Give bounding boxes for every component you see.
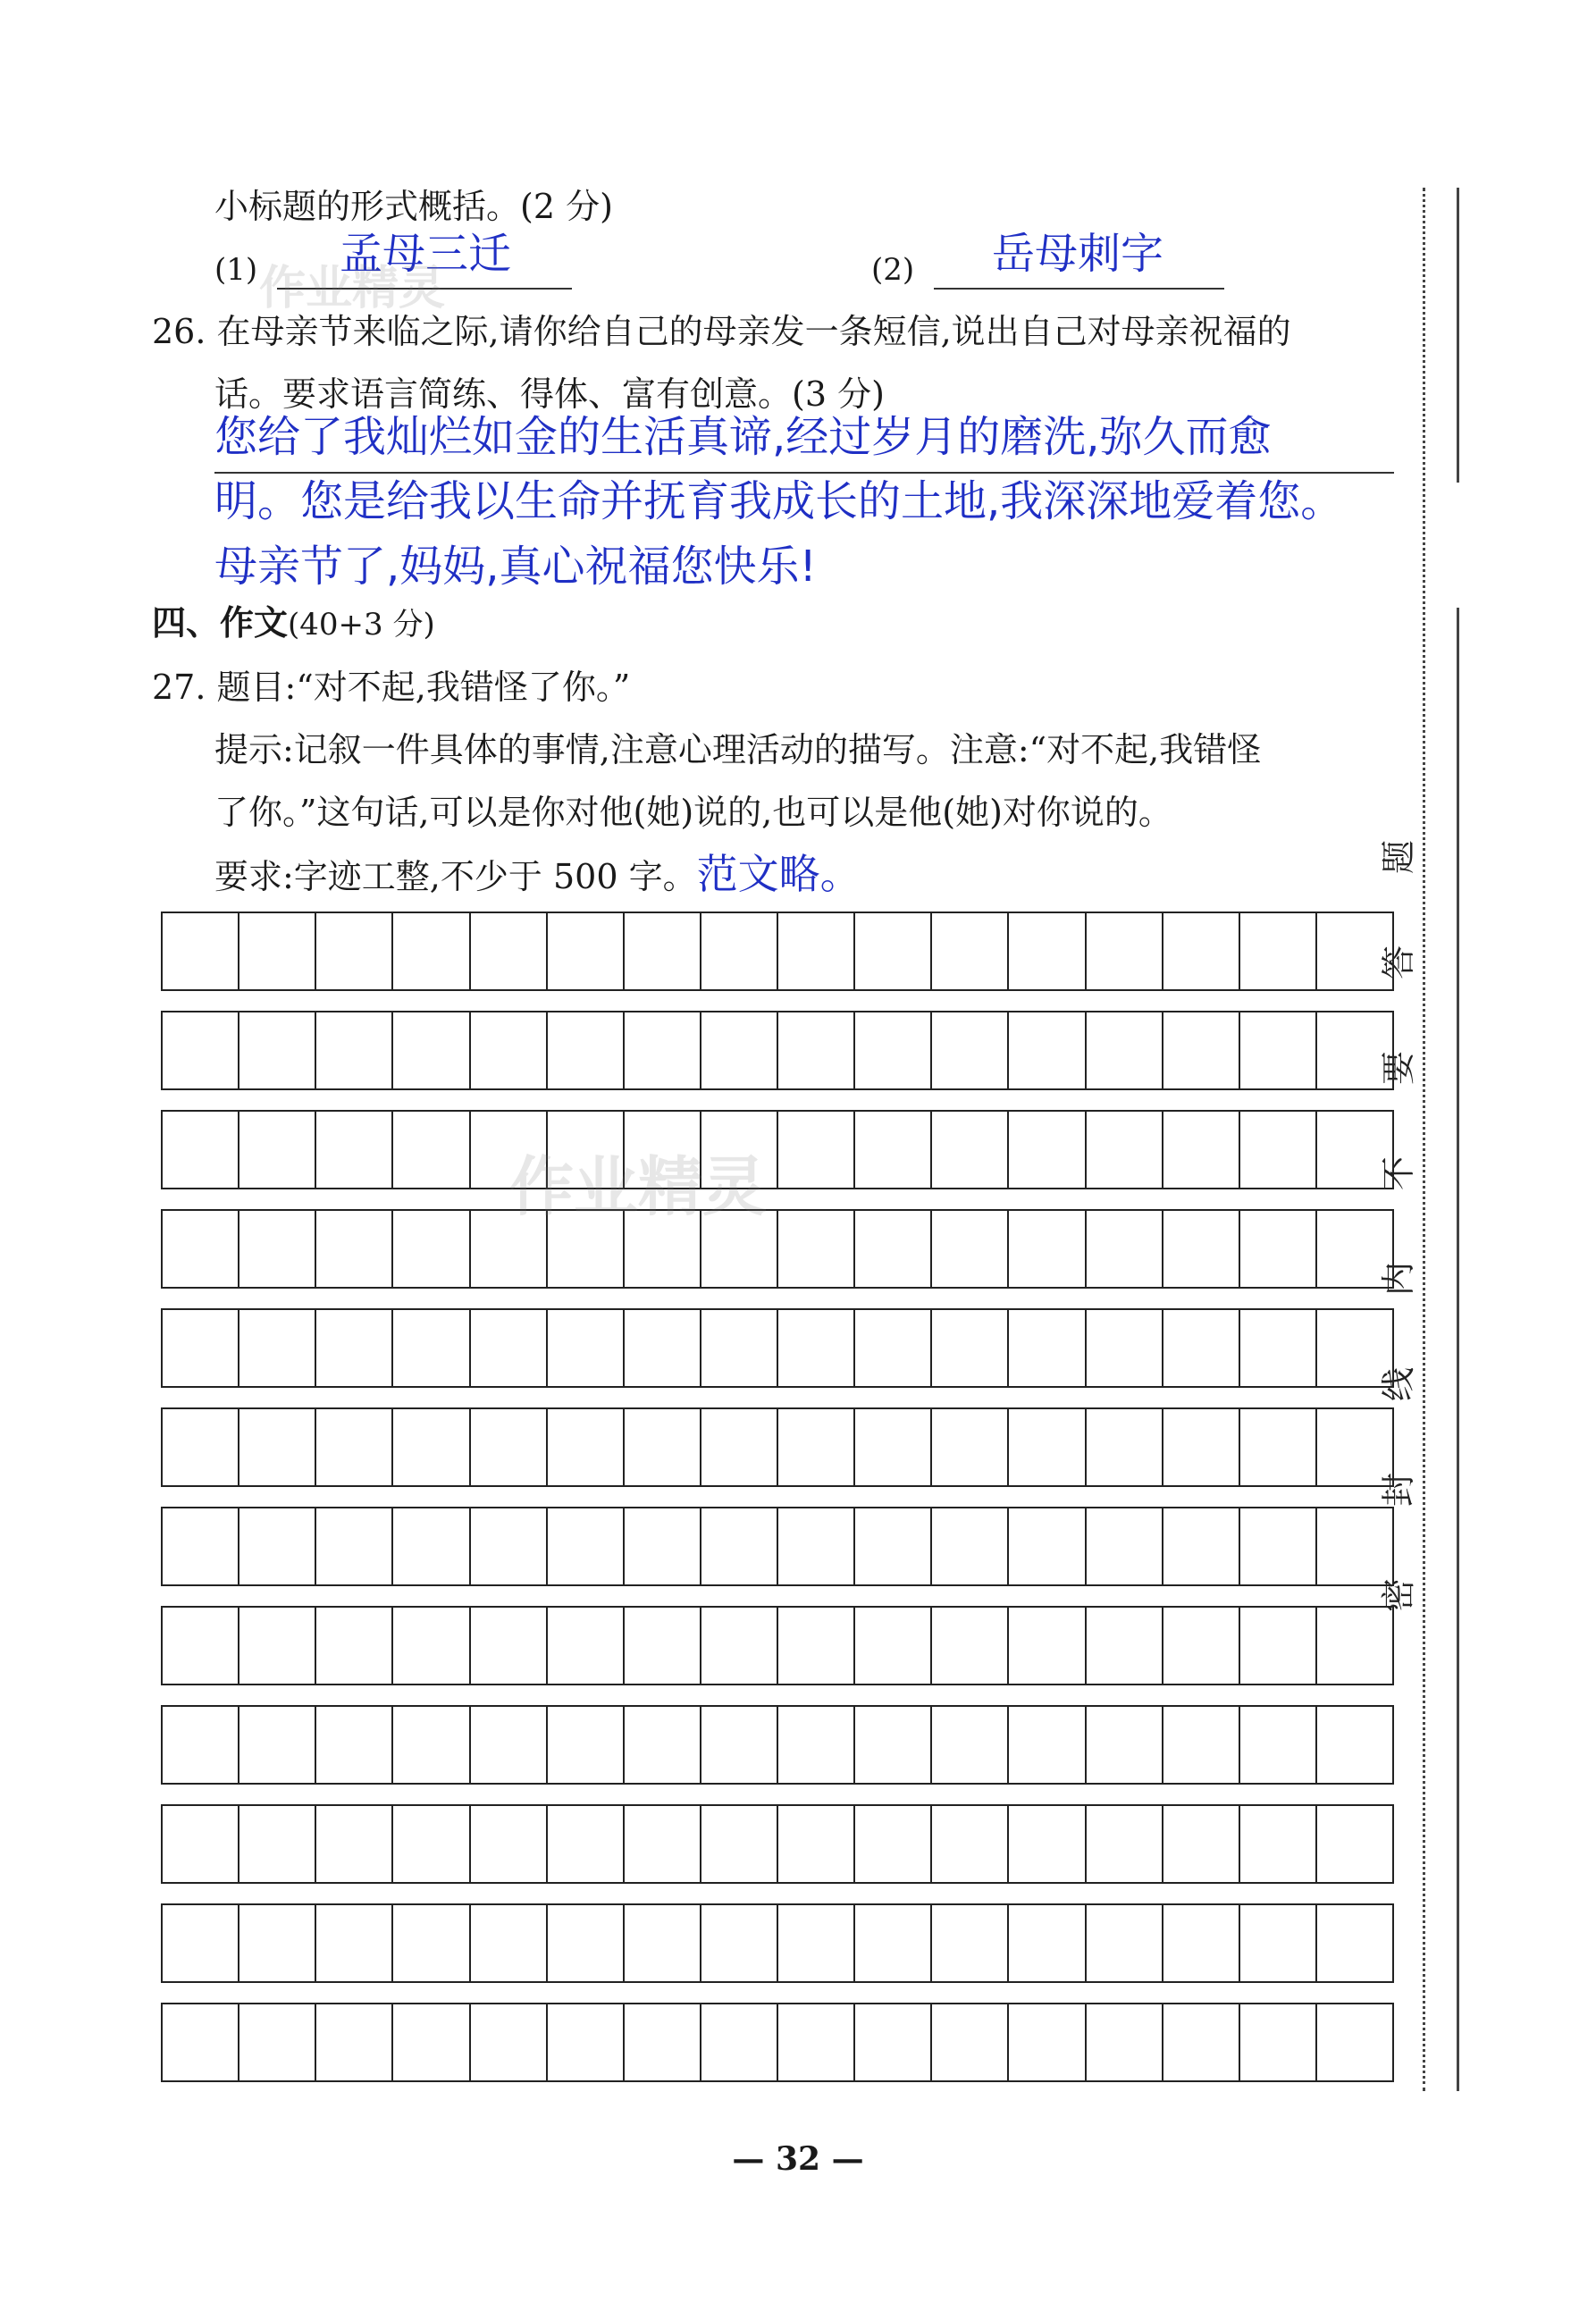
grid-cell [1240,913,1317,989]
grid-cell [1163,1409,1240,1485]
grid-cell [625,1012,701,1088]
grid-cell [393,1707,470,1783]
seal-char: 要 [1379,1051,1418,1086]
seal-solid-line-lower [1457,608,1459,2091]
grid-row [161,1110,1394,1189]
grid-cell [855,1012,932,1088]
grid-cell [1163,1608,1240,1684]
grid-cell [471,913,548,989]
grid-cell [625,1905,701,1981]
grid-cell [471,1608,548,1684]
grid-cell [316,1012,393,1088]
q26-answer-line-1: 您给了我灿烂如金的生活真谛,经过岁月的磨洗,弥久而愈 [214,412,1272,462]
grid-cell [548,1508,625,1584]
grid-cell [316,1409,393,1485]
grid-cell [1087,1409,1163,1485]
grid-cell [548,1707,625,1783]
seal-char: 密 [1379,1578,1418,1613]
grid-cell [393,1211,470,1287]
grid-cell [1009,1211,1086,1287]
grid-cell [239,1211,316,1287]
grid-cell [932,913,1009,989]
grid-cell [625,1806,701,1882]
grid-cell [625,2004,701,2080]
grid-cell [239,2004,316,2080]
grid-cell [1163,913,1240,989]
grid-cell [548,913,625,989]
grid-cell [548,1012,625,1088]
q25-intro: 小标题的形式概括。(2 分) [214,187,613,226]
seal-char: 答 [1379,945,1418,980]
grid-row [161,1011,1394,1090]
grid-row [161,1804,1394,1884]
grid-cell [393,2004,470,2080]
seal-char: 题 [1379,840,1418,875]
grid-cell [163,1707,239,1783]
grid-cell [701,1608,778,1684]
grid-cell [316,1310,393,1386]
grid-cell [316,2004,393,2080]
grid-cell [1009,1409,1086,1485]
q25-answer-1: 孟母三迁 [340,229,512,279]
grid-cell [855,1806,932,1882]
grid-cell [1240,2004,1317,2080]
grid-cell [1317,1707,1392,1783]
grid-cell [393,1806,470,1882]
grid-cell [1163,1707,1240,1783]
grid-cell [1317,1905,1392,1981]
q25-blank-2 [934,288,1224,290]
grid-cell [471,1707,548,1783]
grid-cell [1087,1310,1163,1386]
grid-cell [239,913,316,989]
grid-cell [701,1508,778,1584]
grid-cell [1163,1012,1240,1088]
grid-cell [855,1707,932,1783]
grid-cell [1240,1409,1317,1485]
grid-cell [548,1310,625,1386]
grid-cell [1240,1508,1317,1584]
grid-cell [316,1806,393,1882]
grid-cell [1009,1806,1086,1882]
grid-cell [163,1112,239,1188]
watermark-center: 作业精灵 [509,1149,768,1224]
grid-cell [1087,1905,1163,1981]
grid-cell [1163,1112,1240,1188]
grid-cell [239,1012,316,1088]
seal-char: 封 [1379,1473,1418,1508]
grid-cell [778,1508,855,1584]
grid-cell [1163,1211,1240,1287]
q26-line-1: 26. 在母亲节来临之际,请你给自己的母亲发一条短信,说出自己对母亲祝福的 [152,312,1291,351]
seal-solid-line-upper [1457,188,1459,483]
grid-cell [1009,1905,1086,1981]
grid-cell [1009,1608,1086,1684]
grid-cell [316,1905,393,1981]
q25-answer-2: 岳母刺字 [992,229,1164,279]
grid-cell [1087,1112,1163,1188]
grid-cell [1163,1806,1240,1882]
grid-cell [548,1409,625,1485]
grid-cell [778,1112,855,1188]
grid-cell [1163,2004,1240,2080]
grid-cell [701,1806,778,1882]
grid-cell [239,1806,316,1882]
q27-requirement-text: 要求:字迹工整,不少于 500 字。 [214,857,697,896]
grid-cell [1240,1608,1317,1684]
grid-cell [778,1409,855,1485]
grid-cell [1163,1508,1240,1584]
page-number: — 32 — [732,2140,864,2178]
grid-cell [855,1310,932,1386]
grid-cell [932,1707,1009,1783]
grid-cell [932,1211,1009,1287]
grid-cell [855,1211,932,1287]
grid-cell [239,1310,316,1386]
grid-cell [393,913,470,989]
grid-row [161,1407,1394,1487]
grid-cell [855,1508,932,1584]
grid-cell [625,1508,701,1584]
grid-cell [393,1508,470,1584]
q26-answer-line-2: 明。您是给我以生命并抚育我成长的土地,我深深地爱着您。 [214,476,1344,526]
grid-cell [1087,1806,1163,1882]
grid-cell [316,1112,393,1188]
grid-cell [239,1707,316,1783]
grid-cell [316,1508,393,1584]
grid-cell [1087,1211,1163,1287]
q26-answer-line-3: 母亲节了,妈妈,真心祝福您快乐! [214,542,817,592]
q25-label-1: (1) [214,252,258,288]
grid-cell [163,1211,239,1287]
grid-cell [163,1409,239,1485]
grid-cell [471,1905,548,1981]
grid-cell [1009,1707,1086,1783]
grid-cell [239,1112,316,1188]
grid-cell [778,1905,855,1981]
grid-cell [855,1608,932,1684]
grid-cell [1087,913,1163,989]
grid-cell [393,1905,470,1981]
section4-heading [152,603,435,643]
grid-cell [855,2004,932,2080]
grid-cell [932,2004,1009,2080]
grid-cell [625,1707,701,1783]
grid-cell [1009,1012,1086,1088]
grid-cell [778,1211,855,1287]
grid-cell [1240,1211,1317,1287]
seal-char: 不 [1379,1156,1418,1191]
grid-cell [778,2004,855,2080]
grid-cell [1240,1905,1317,1981]
grid-cell [1317,1608,1392,1684]
grid-cell [625,913,701,989]
grid-cell [393,1012,470,1088]
grid-cell [932,1608,1009,1684]
grid-cell [163,913,239,989]
grid-cell [1240,1707,1317,1783]
grid-cell [932,1905,1009,1981]
grid-cell [778,1806,855,1882]
grid-cell [1087,1608,1163,1684]
grid-cell [701,1012,778,1088]
grid-cell [1240,1806,1317,1882]
grid-cell [932,1508,1009,1584]
grid-cell [471,1508,548,1584]
grid-cell [625,1310,701,1386]
grid-cell [932,1012,1009,1088]
grid-cell [855,1409,932,1485]
grid-cell [163,1508,239,1584]
q27-title: 27. 题目:“对不起,我错怪了你。” [152,668,631,707]
grid-cell [163,1310,239,1386]
grid-cell [163,1608,239,1684]
grid-cell [239,1508,316,1584]
grid-cell [471,1806,548,1882]
grid-cell [701,913,778,989]
seal-line-text [1379,804,1457,1648]
grid-cell [778,1608,855,1684]
grid-cell [471,1409,548,1485]
grid-cell [701,1707,778,1783]
grid-cell [1087,1707,1163,1783]
grid-cell [471,1012,548,1088]
grid-cell [701,1905,778,1981]
grid-cell [932,1112,1009,1188]
section4-title: 四、作文 [152,603,289,643]
grid-cell [932,1409,1009,1485]
grid-cell [1009,1310,1086,1386]
grid-cell [932,1310,1009,1386]
grid-cell [778,1310,855,1386]
grid-cell [471,2004,548,2080]
grid-cell [548,2004,625,2080]
grid-row [161,1903,1394,1983]
grid-cell [548,1905,625,1981]
grid-cell [1163,1310,1240,1386]
grid-cell [163,1012,239,1088]
grid-cell [778,1012,855,1088]
q27-requirement [214,850,861,898]
grid-cell [1240,1012,1317,1088]
grid-row [161,2003,1394,2082]
grid-cell [1163,1905,1240,1981]
q25-label-2: (2) [871,252,915,288]
grid-cell [548,1806,625,1882]
grid-cell [316,1608,393,1684]
seal-char: 内 [1379,1262,1418,1297]
grid-cell [1087,1508,1163,1584]
grid-cell [393,1112,470,1188]
grid-cell [163,2004,239,2080]
grid-cell [855,1112,932,1188]
grid-cell [1240,1310,1317,1386]
grid-cell [932,1806,1009,1882]
grid-cell [1317,2004,1392,2080]
grid-cell [1087,1012,1163,1088]
grid-cell [316,1211,393,1287]
grid-cell [1009,913,1086,989]
grid-cell [239,1409,316,1485]
grid-cell [163,1905,239,1981]
grid-cell [393,1608,470,1684]
grid-cell [239,1905,316,1981]
grid-cell [701,1409,778,1485]
grid-cell [239,1608,316,1684]
grid-cell [701,2004,778,2080]
q26-line-2: 话。要求语言简练、得体、富有创意。(3 分) [214,374,885,414]
watermark-small: 作业精灵 [259,262,446,315]
grid-row [161,1606,1394,1685]
grid-cell [855,1905,932,1981]
grid-cell [471,1310,548,1386]
grid-cell [625,1409,701,1485]
q27-hint-line-2: 了你。”这句话,可以是你对他(她)说的,也可以是他(她)对你说的。 [214,793,1172,832]
grid-cell [1009,1508,1086,1584]
grid-cell [393,1409,470,1485]
grid-row [161,1209,1394,1289]
grid-cell [1317,1806,1392,1882]
grid-cell [778,913,855,989]
grid-cell [701,1310,778,1386]
q27-hint-line-1: 提示:记叙一件具体的事情,注意心理活动的描写。注意:“对不起,我错怪 [214,730,1262,769]
grid-cell [855,913,932,989]
grid-cell [1009,2004,1086,2080]
grid-cell [316,1707,393,1783]
grid-row [161,1705,1394,1785]
grid-row [161,1308,1394,1388]
composition-grid [161,912,1394,2102]
grid-row [161,1507,1394,1586]
grid-row [161,912,1394,991]
grid-cell [393,1310,470,1386]
grid-cell [1009,1112,1086,1188]
seal-char: 线 [1379,1367,1418,1402]
section4-score: (40+3 分) [288,607,435,643]
grid-cell [163,1806,239,1882]
q26-answer-rule-1 [214,472,1394,474]
grid-cell [316,913,393,989]
q27-answer: 范文略。 [696,850,861,898]
grid-cell [778,1707,855,1783]
grid-cell [1087,2004,1163,2080]
grid-cell [1240,1112,1317,1188]
grid-cell [625,1608,701,1684]
grid-cell [548,1608,625,1684]
